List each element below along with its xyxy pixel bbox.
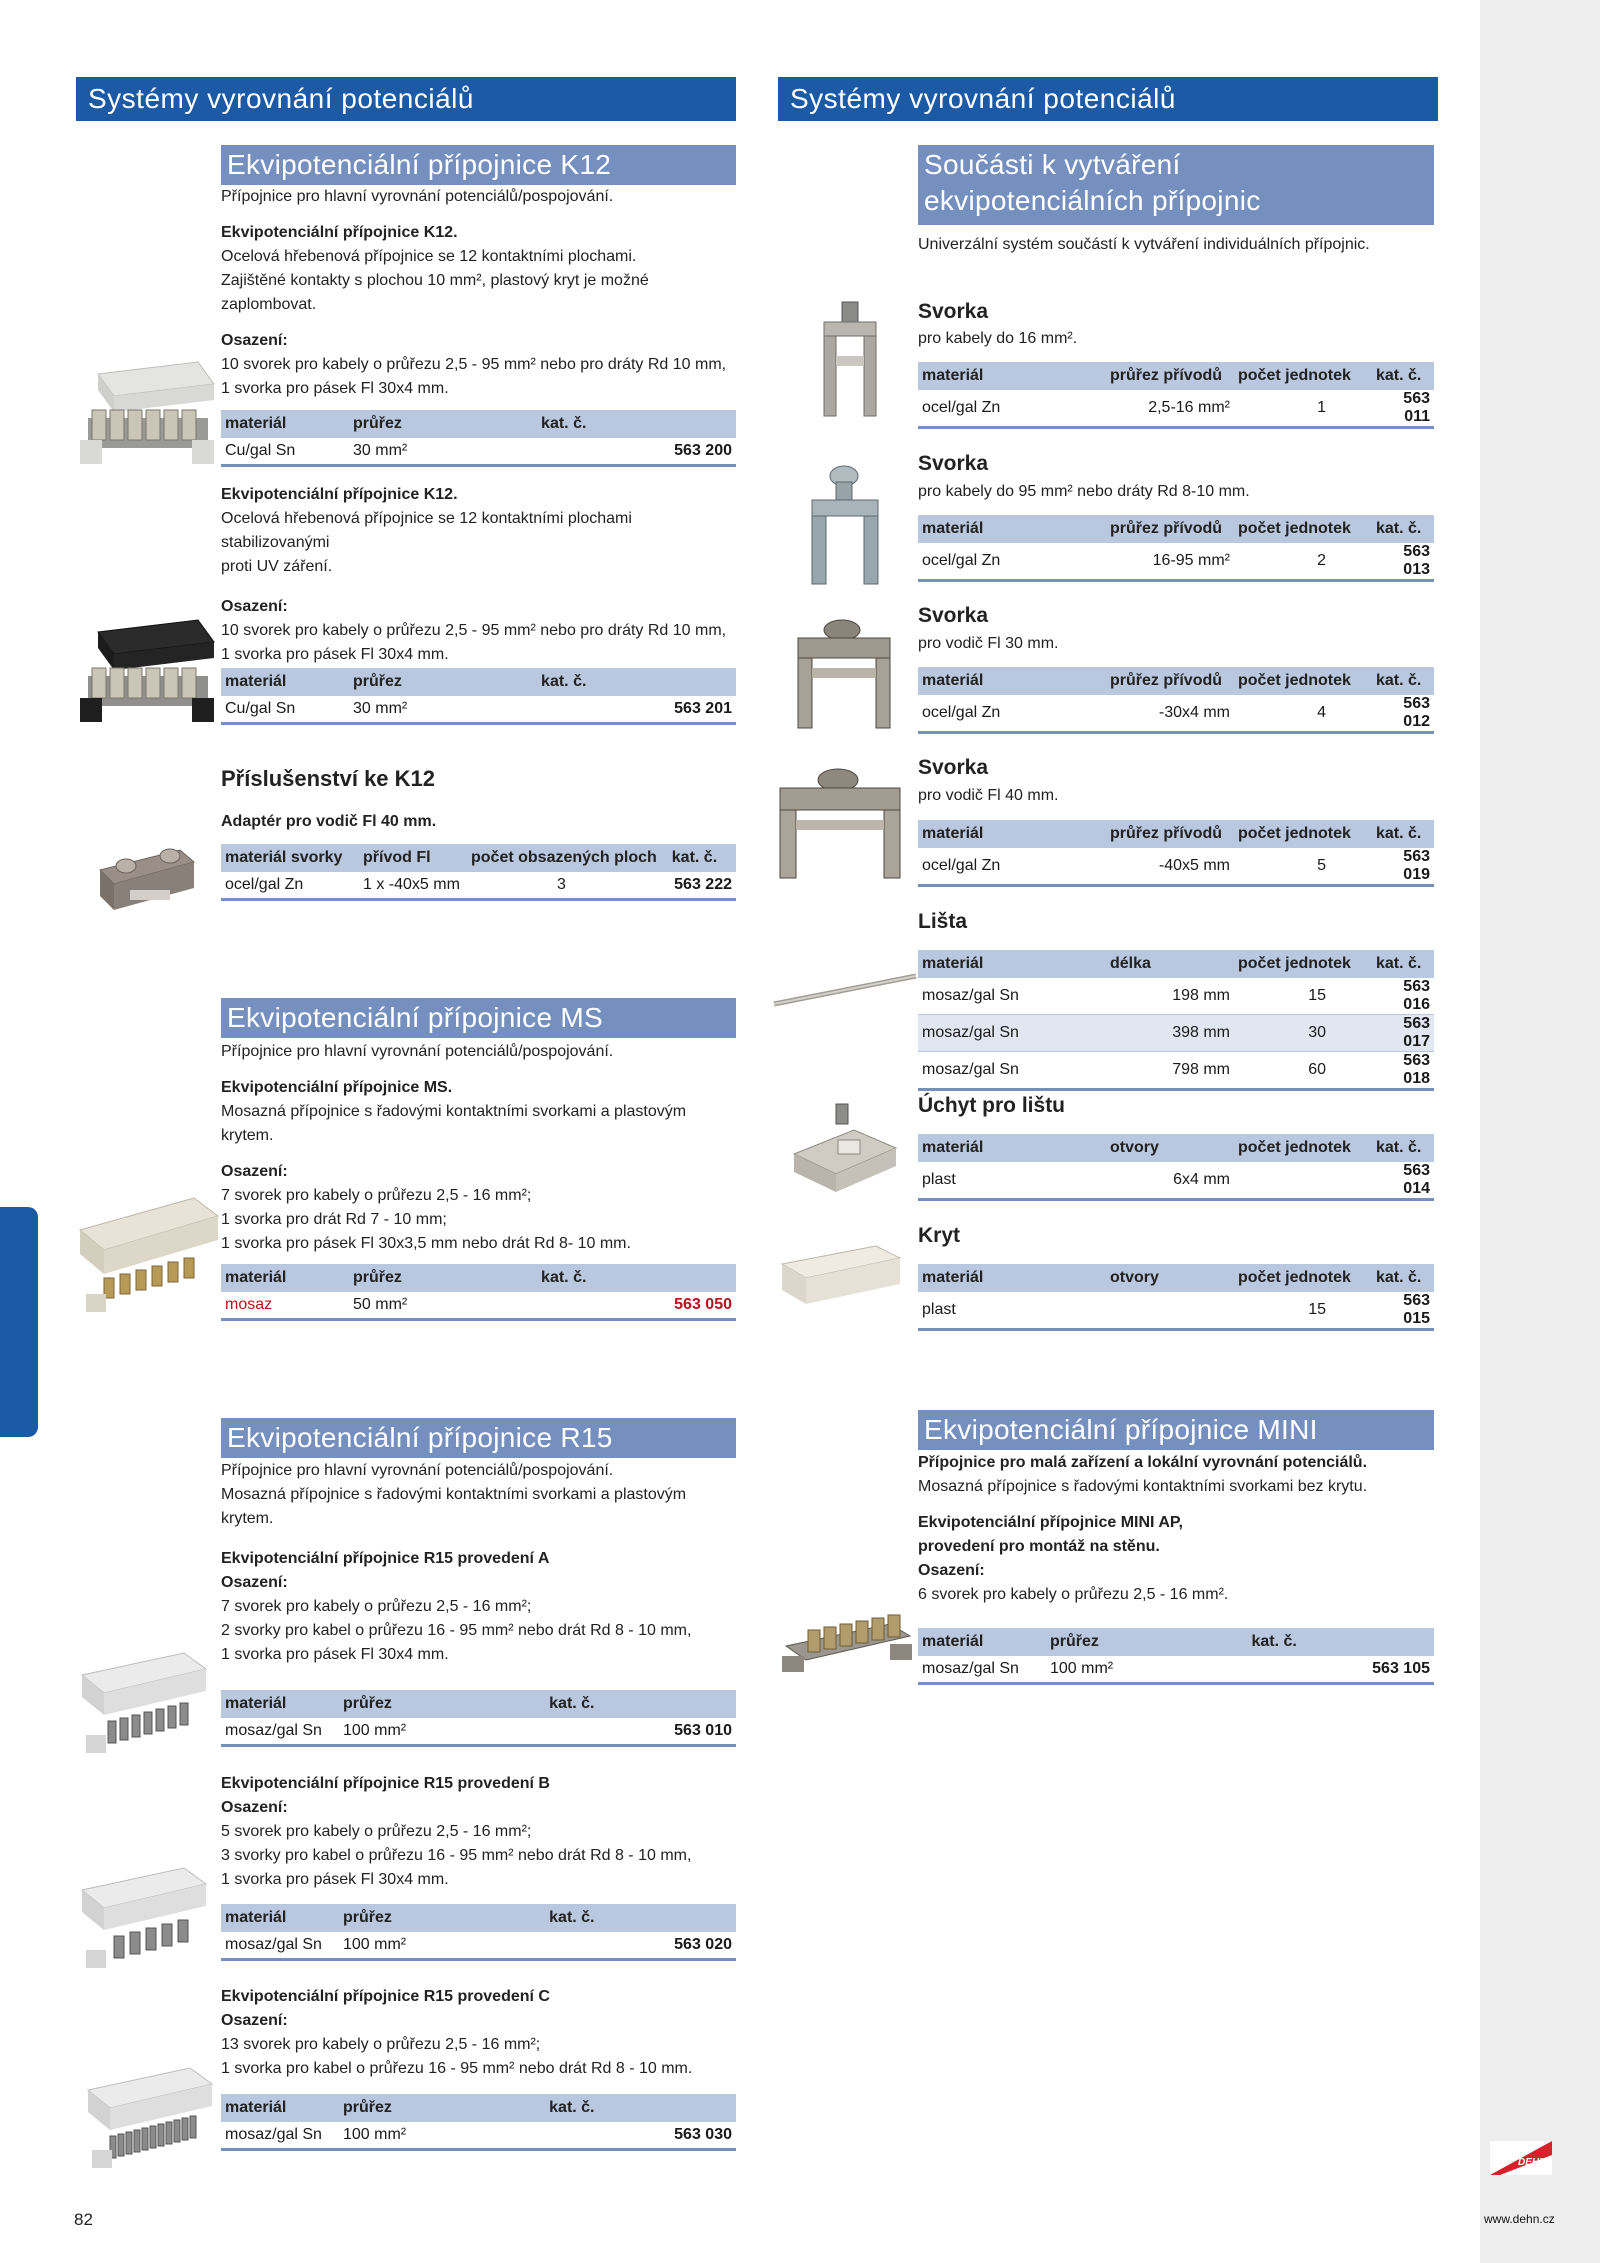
mini-sub2: Mosazná přípojnice s řadovými kontaktními svorkami bez krytu. (918, 1478, 1368, 1495)
cell: 563 020 (545, 1932, 736, 1960)
ms-subtitle: Přípojnice pro hlavní vyrovnání potenciálů/pospojování. (221, 1043, 614, 1060)
adapter-label: Adaptér pro vodič Fl 40 mm. (221, 813, 437, 830)
parts-subtitle: Univerzální systém součástí k vytváření individuálních přípojnic. (918, 236, 1370, 253)
mini-osazeni: Osazení: (918, 1562, 985, 1579)
cell: 563 018 (1372, 1052, 1434, 1090)
uchyt-table (918, 1134, 1434, 1201)
cell: mosaz/gal Sn (918, 1015, 1106, 1052)
right-section-header: Systémy vyrovnání potenciálů (778, 77, 1438, 121)
col-header: materiál (221, 668, 349, 696)
table-row (221, 1718, 736, 1746)
ms-os3: 1 svorka pro pásek Fl 30x3,5 mm nebo drát Rd 8- 10 mm. (221, 1235, 631, 1252)
r15-sub2: Mosazná přípojnice s řadovými kontaktními svorkami a plastovým krytem. (221, 1486, 687, 1527)
r15-c-image (80, 2060, 220, 2175)
k12-p2-line2: proti UV záření. (221, 558, 333, 575)
r15-sub1: Přípojnice pro hlavní vyrovnání potenciálů/pospojování. (221, 1462, 614, 1479)
k12-p1-osazeni: Osazení: (221, 332, 288, 349)
svorka2-name: Svorka (918, 452, 989, 475)
mini-block (918, 1451, 1434, 1607)
cell: 15 (1234, 1292, 1372, 1330)
ms-block (221, 1040, 736, 1256)
r15-b3: 1 svorka pro pásek Fl 30x4 mm. (221, 1871, 449, 1888)
col-header: kat. č. (537, 668, 736, 696)
table-row (918, 1162, 1434, 1200)
cell (1234, 1162, 1372, 1200)
col-header: průřez přívodů (1106, 667, 1234, 695)
mini-title: Ekvipotenciální přípojnice MINI (918, 1410, 1434, 1450)
dehn-logo (1486, 2133, 1556, 2181)
cell: ocel/gal Zn (221, 872, 359, 900)
cell: 1 x -40x5 mm (359, 872, 467, 900)
cell: 398 mm (1106, 1015, 1234, 1052)
svorka3-name: Svorka (918, 604, 989, 627)
cell: 563 017 (1372, 1015, 1434, 1052)
col-header: materiál (221, 410, 349, 438)
r15-b2: 3 svorky pro kabel o průřezu 16 - 95 mm² nebo drát Rd 8 - 10 mm, (221, 1847, 692, 1864)
col-header: počet jednotek (1234, 1264, 1372, 1292)
r15-b-table (221, 1904, 736, 1961)
table-row (918, 543, 1434, 581)
cell: 563 010 (545, 1718, 736, 1746)
cell: 563 201 (537, 696, 736, 724)
k12-p2-osazeni: Osazení: (221, 598, 288, 615)
k12-p2-os2: 1 svorka pro pásek Fl 30x4 mm. (221, 646, 449, 663)
k12-intro (221, 185, 736, 401)
cell: 798 mm (1106, 1052, 1234, 1090)
table-row (221, 438, 736, 466)
page-number: 82 (74, 2210, 93, 2229)
col-header: materiál (918, 515, 1106, 543)
r15-c-table (221, 2094, 736, 2151)
cell: 2 (1234, 543, 1372, 581)
col-header: počet jednotek (1234, 515, 1372, 543)
r15-b-osazeni: Osazení: (221, 1799, 288, 1816)
svorka1-table (918, 362, 1434, 429)
r15-b-title: Ekvipotenciální přípojnice R15 provedení B (221, 1775, 550, 1792)
table-row (221, 2122, 736, 2150)
col-header: kat. č. (545, 1690, 736, 1718)
col-header: materiál (918, 667, 1106, 695)
cell: ocel/gal Zn (918, 543, 1106, 581)
col-header: materiál svorky (221, 844, 359, 872)
k12-uv-block (221, 483, 736, 667)
mini-sub1: Přípojnice pro malá zařízení a lokální vyrovnání potenciálů. (918, 1454, 1368, 1471)
col-header: kat. č. (545, 2094, 736, 2122)
col-header: materiál (221, 1264, 349, 1292)
col-header: průřez přívodů (1106, 820, 1234, 848)
table-row (221, 1932, 736, 1960)
table-row (221, 1292, 736, 1320)
lista-image (770, 970, 920, 1010)
k12-p2-line1: Ocelová hřebenová přípojnice se 12 kontaktními plochami stabilizovanými (221, 510, 632, 551)
col-header: průřez (1046, 1628, 1247, 1656)
col-header: kat. č. (545, 1904, 736, 1932)
cell: Cu/gal Sn (221, 696, 349, 724)
k12-p2-title: Ekvipotenciální přípojnice K12. (221, 486, 458, 503)
svorka4-table (918, 820, 1434, 887)
svorka4-name: Svorka (918, 756, 989, 779)
col-header: materiál (221, 1904, 339, 1932)
table-row (918, 978, 1434, 1015)
cell: mosaz/gal Sn (221, 1718, 339, 1746)
col-header: průřez (349, 1264, 537, 1292)
cell: plast (918, 1292, 1106, 1330)
r15-a3: 1 svorka pro pásek Fl 30x4 mm. (221, 1646, 449, 1663)
ms-os2: 1 svorka pro drát Rd 7 - 10 mm; (221, 1211, 447, 1228)
mini-p2: provedení pro montáž na stěnu. (918, 1538, 1160, 1555)
ms-os1: 7 svorek pro kabely o průřezu 2,5 - 16 mm²; (221, 1187, 532, 1204)
accessories-title: Příslušenství ke K12 (221, 766, 436, 791)
svorka4-image (770, 756, 910, 886)
r15-title: Ekvipotenciální přípojnice R15 (221, 1418, 736, 1458)
k12-p2-os1: 10 svorek pro kabely o průřezu 2,5 - 95 mm² nebo pro dráty Rd 10 mm, (221, 622, 727, 639)
cell: 30 mm² (349, 696, 537, 724)
cell: 4 (1234, 695, 1372, 733)
cell: 563 019 (1372, 848, 1434, 886)
col-header: počet jednotek (1234, 820, 1372, 848)
col-header: kat. č. (1372, 515, 1434, 543)
ms-p-line: Mosazná přípojnice s řadovými kontaktními svorkami a plastovým krytem. (221, 1103, 687, 1144)
col-header: průřez (349, 668, 537, 696)
chapter-tab (0, 1207, 38, 1437)
uchyt-name: Úchyt pro lištu (918, 1094, 1066, 1117)
col-header: počet jednotek (1234, 667, 1372, 695)
r15-b1: 5 svorek pro kabely o průřezu 2,5 - 16 mm²; (221, 1823, 532, 1840)
col-header: kat. č. (1372, 667, 1434, 695)
mini-busbar-image (778, 1600, 918, 1690)
r15-c-title: Ekvipotenciální přípojnice R15 provedení C (221, 1988, 550, 2005)
dehn-url: www.dehn.cz (1484, 2212, 1555, 2226)
col-header: materiál (918, 950, 1106, 978)
cell: 198 mm (1106, 978, 1234, 1015)
mini-p1: Ekvipotenciální přípojnice MINI AP, (918, 1514, 1183, 1531)
k12-p1-os2: 1 svorka pro pásek Fl 30x4 mm. (221, 380, 449, 397)
r15-b-block (221, 1772, 736, 1892)
left-section-header: Systémy vyrovnání potenciálů (76, 77, 736, 121)
cell: 563 105 (1247, 1656, 1434, 1684)
r15-c-block (221, 1985, 736, 2081)
k12-title: Ekvipotenciální přípojnice K12 (221, 145, 736, 185)
k12-p1-line1: Ocelová hřebenová přípojnice se 12 kontaktními plochami. (221, 248, 637, 265)
ms-busbar-image (74, 1190, 224, 1320)
cell: 1 (1234, 390, 1372, 428)
svorka4-desc: pro vodič Fl 40 mm. (918, 787, 1059, 804)
cell: plast (918, 1162, 1106, 1200)
cell: mosaz (221, 1292, 349, 1320)
col-header: přívod Fl (359, 844, 467, 872)
table-row (918, 848, 1434, 886)
col-header: kat. č. (537, 1264, 736, 1292)
cell: 563 013 (1372, 543, 1434, 581)
kryt-name: Kryt (918, 1224, 961, 1247)
cell: 100 mm² (1046, 1656, 1247, 1684)
col-header: kat. č. (1372, 820, 1434, 848)
cell: 100 mm² (339, 1932, 545, 1960)
col-header: materiál (221, 2094, 339, 2122)
svorka2-table (918, 515, 1434, 582)
svorka1-desc: pro kabely do 16 mm². (918, 330, 1078, 347)
col-header: průřez (339, 1904, 545, 1932)
kryt-image (776, 1240, 906, 1310)
r15-c1: 13 svorek pro kabely o průřezu 2,5 - 16 mm²; (221, 2036, 541, 2053)
col-header: kat. č. (1372, 950, 1434, 978)
cell: ocel/gal Zn (918, 848, 1106, 886)
col-header: průřez (339, 2094, 545, 2122)
col-header: otvory (1106, 1264, 1234, 1292)
accessories-table (221, 844, 736, 901)
col-header: kat. č. (1372, 1134, 1434, 1162)
ms-osazeni: Osazení: (221, 1163, 288, 1180)
col-header: otvory (1106, 1134, 1234, 1162)
col-header: průřez přívodů (1106, 362, 1234, 390)
cell: 563 016 (1372, 978, 1434, 1015)
col-header: kat. č. (1247, 1628, 1434, 1656)
adapter-image (90, 840, 200, 920)
svorka1-name: Svorka (918, 300, 989, 323)
cell: 16-95 mm² (1106, 543, 1234, 581)
cell: 5 (1234, 848, 1372, 886)
cell: -30x4 mm (1106, 695, 1234, 733)
k12-uv-busbar-image (78, 610, 216, 725)
page-side-strip (1480, 0, 1600, 2263)
col-header: počet jednotek (1234, 362, 1372, 390)
col-header: materiál (918, 820, 1106, 848)
lista-table (918, 950, 1434, 1091)
r15-a-image (74, 1645, 214, 1760)
r15-c-osazeni: Osazení: (221, 2012, 288, 2029)
parts-title (918, 145, 1434, 225)
cell: 563 050 (537, 1292, 736, 1320)
table-row (221, 872, 736, 900)
lista-name: Lišta (918, 910, 968, 933)
svorka3-desc: pro vodič Fl 30 mm. (918, 635, 1059, 652)
col-header: počet jednotek (1234, 950, 1372, 978)
parts-title-line2: ekvipotenciálních přípojnic (924, 185, 1261, 216)
ms-title: Ekvipotenciální přípojnice MS (221, 998, 736, 1038)
cell: mosaz/gal Sn (918, 978, 1106, 1015)
k12-busbar-image (78, 352, 216, 467)
cell: -40x5 mm (1106, 848, 1234, 886)
table-row (918, 1656, 1434, 1684)
col-header: počet obsazených ploch (467, 844, 668, 872)
cell: 50 mm² (349, 1292, 537, 1320)
parts-title-line1: Součásti k vytváření (924, 149, 1181, 180)
col-header: materiál (918, 362, 1106, 390)
col-header: délka (1106, 950, 1234, 978)
cell: 100 mm² (339, 1718, 545, 1746)
r15-a-table (221, 1690, 736, 1747)
cell: mosaz/gal Sn (918, 1052, 1106, 1090)
col-header: kat. č. (537, 410, 736, 438)
col-header: průřez (339, 1690, 545, 1718)
table-row (918, 390, 1434, 428)
col-header: materiál (918, 1264, 1106, 1292)
svorka1-image (810, 296, 890, 426)
cell: mosaz/gal Sn (221, 2122, 339, 2150)
r15-a-osazeni: Osazení: (221, 1574, 288, 1591)
cell: 2,5-16 mm² (1106, 390, 1234, 428)
col-header: počet jednotek (1234, 1134, 1372, 1162)
cell: 15 (1234, 978, 1372, 1015)
table-row (918, 1292, 1434, 1330)
k12-p1-line2: Zajištěné kontakty s plochou 10 mm², plastový kryt je možné zaplombovat. (221, 272, 649, 313)
ms-table (221, 1264, 736, 1321)
r15-b-image (74, 1860, 214, 1975)
table-row (221, 696, 736, 724)
svorka3-image (786, 606, 902, 736)
col-header: kat. č. (1372, 1264, 1434, 1292)
r15-a-title: Ekvipotenciální přípojnice R15 provedení A (221, 1550, 550, 1567)
k12-table-2 (221, 668, 736, 725)
col-header: materiál (221, 1690, 339, 1718)
cell: 563 222 (668, 872, 736, 900)
table-row (918, 1015, 1434, 1052)
r15-c2: 1 svorka pro kabel o průřezu 16 - 95 mm² nebo drát Rd 8 - 10 mm. (221, 2060, 693, 2077)
cell (1106, 1292, 1234, 1330)
cell: ocel/gal Zn (918, 695, 1106, 733)
cell: 30 mm² (349, 438, 537, 466)
k12-table-1 (221, 410, 736, 467)
k12-p1-title: Ekvipotenciální přípojnice K12. (221, 224, 458, 241)
cell: ocel/gal Zn (918, 390, 1106, 428)
cell: 60 (1234, 1052, 1372, 1090)
cell: 6x4 mm (1106, 1162, 1234, 1200)
cell: mosaz/gal Sn (918, 1656, 1046, 1684)
k12-subtitle: Přípojnice pro hlavní vyrovnání potenciálů/pospojování. (221, 188, 614, 205)
ms-p-title: Ekvipotenciální přípojnice MS. (221, 1079, 453, 1096)
r15-a-block (221, 1547, 736, 1667)
col-header: průřez (349, 410, 537, 438)
mini-table (918, 1628, 1434, 1685)
uchyt-image (784, 1100, 904, 1200)
k12-p1-os1: 10 svorek pro kabely o průřezu 2,5 - 95 mm² nebo pro dráty Rd 10 mm, (221, 356, 727, 373)
svorka2-desc: pro kabely do 95 mm² nebo dráty Rd 8-10 mm. (918, 483, 1250, 500)
r15-a1: 7 svorek pro kabely o průřezu 2,5 - 16 mm²; (221, 1598, 532, 1615)
cell: 563 012 (1372, 695, 1434, 733)
cell: 100 mm² (339, 2122, 545, 2150)
cell: Cu/gal Sn (221, 438, 349, 466)
cell: 563 030 (545, 2122, 736, 2150)
r15-intro (221, 1459, 736, 1531)
table-row (918, 1052, 1434, 1090)
col-header: kat. č. (1372, 362, 1434, 390)
cell: 563 200 (537, 438, 736, 466)
cell: mosaz/gal Sn (221, 1932, 339, 1960)
cell: 30 (1234, 1015, 1372, 1052)
col-header: materiál (918, 1134, 1106, 1162)
cell: 563 011 (1372, 390, 1434, 428)
col-header: kat. č. (668, 844, 736, 872)
table-row (918, 695, 1434, 733)
cell: 563 014 (1372, 1162, 1434, 1200)
r15-a2: 2 svorky pro kabel o průřezu 16 - 95 mm² nebo drát Rd 8 - 10 mm, (221, 1622, 692, 1639)
svg-text:DEHN: DEHN (1518, 2157, 1547, 2168)
col-header: materiál (918, 1628, 1046, 1656)
cell: 563 015 (1372, 1292, 1434, 1330)
mini-os1: 6 svorek pro kabely o průřezu 2,5 - 16 mm². (918, 1586, 1229, 1603)
cell: 3 (467, 872, 668, 900)
svorka2-image (800, 460, 890, 590)
svorka3-table (918, 667, 1434, 734)
col-header: průřez přívodů (1106, 515, 1234, 543)
kryt-table (918, 1264, 1434, 1331)
